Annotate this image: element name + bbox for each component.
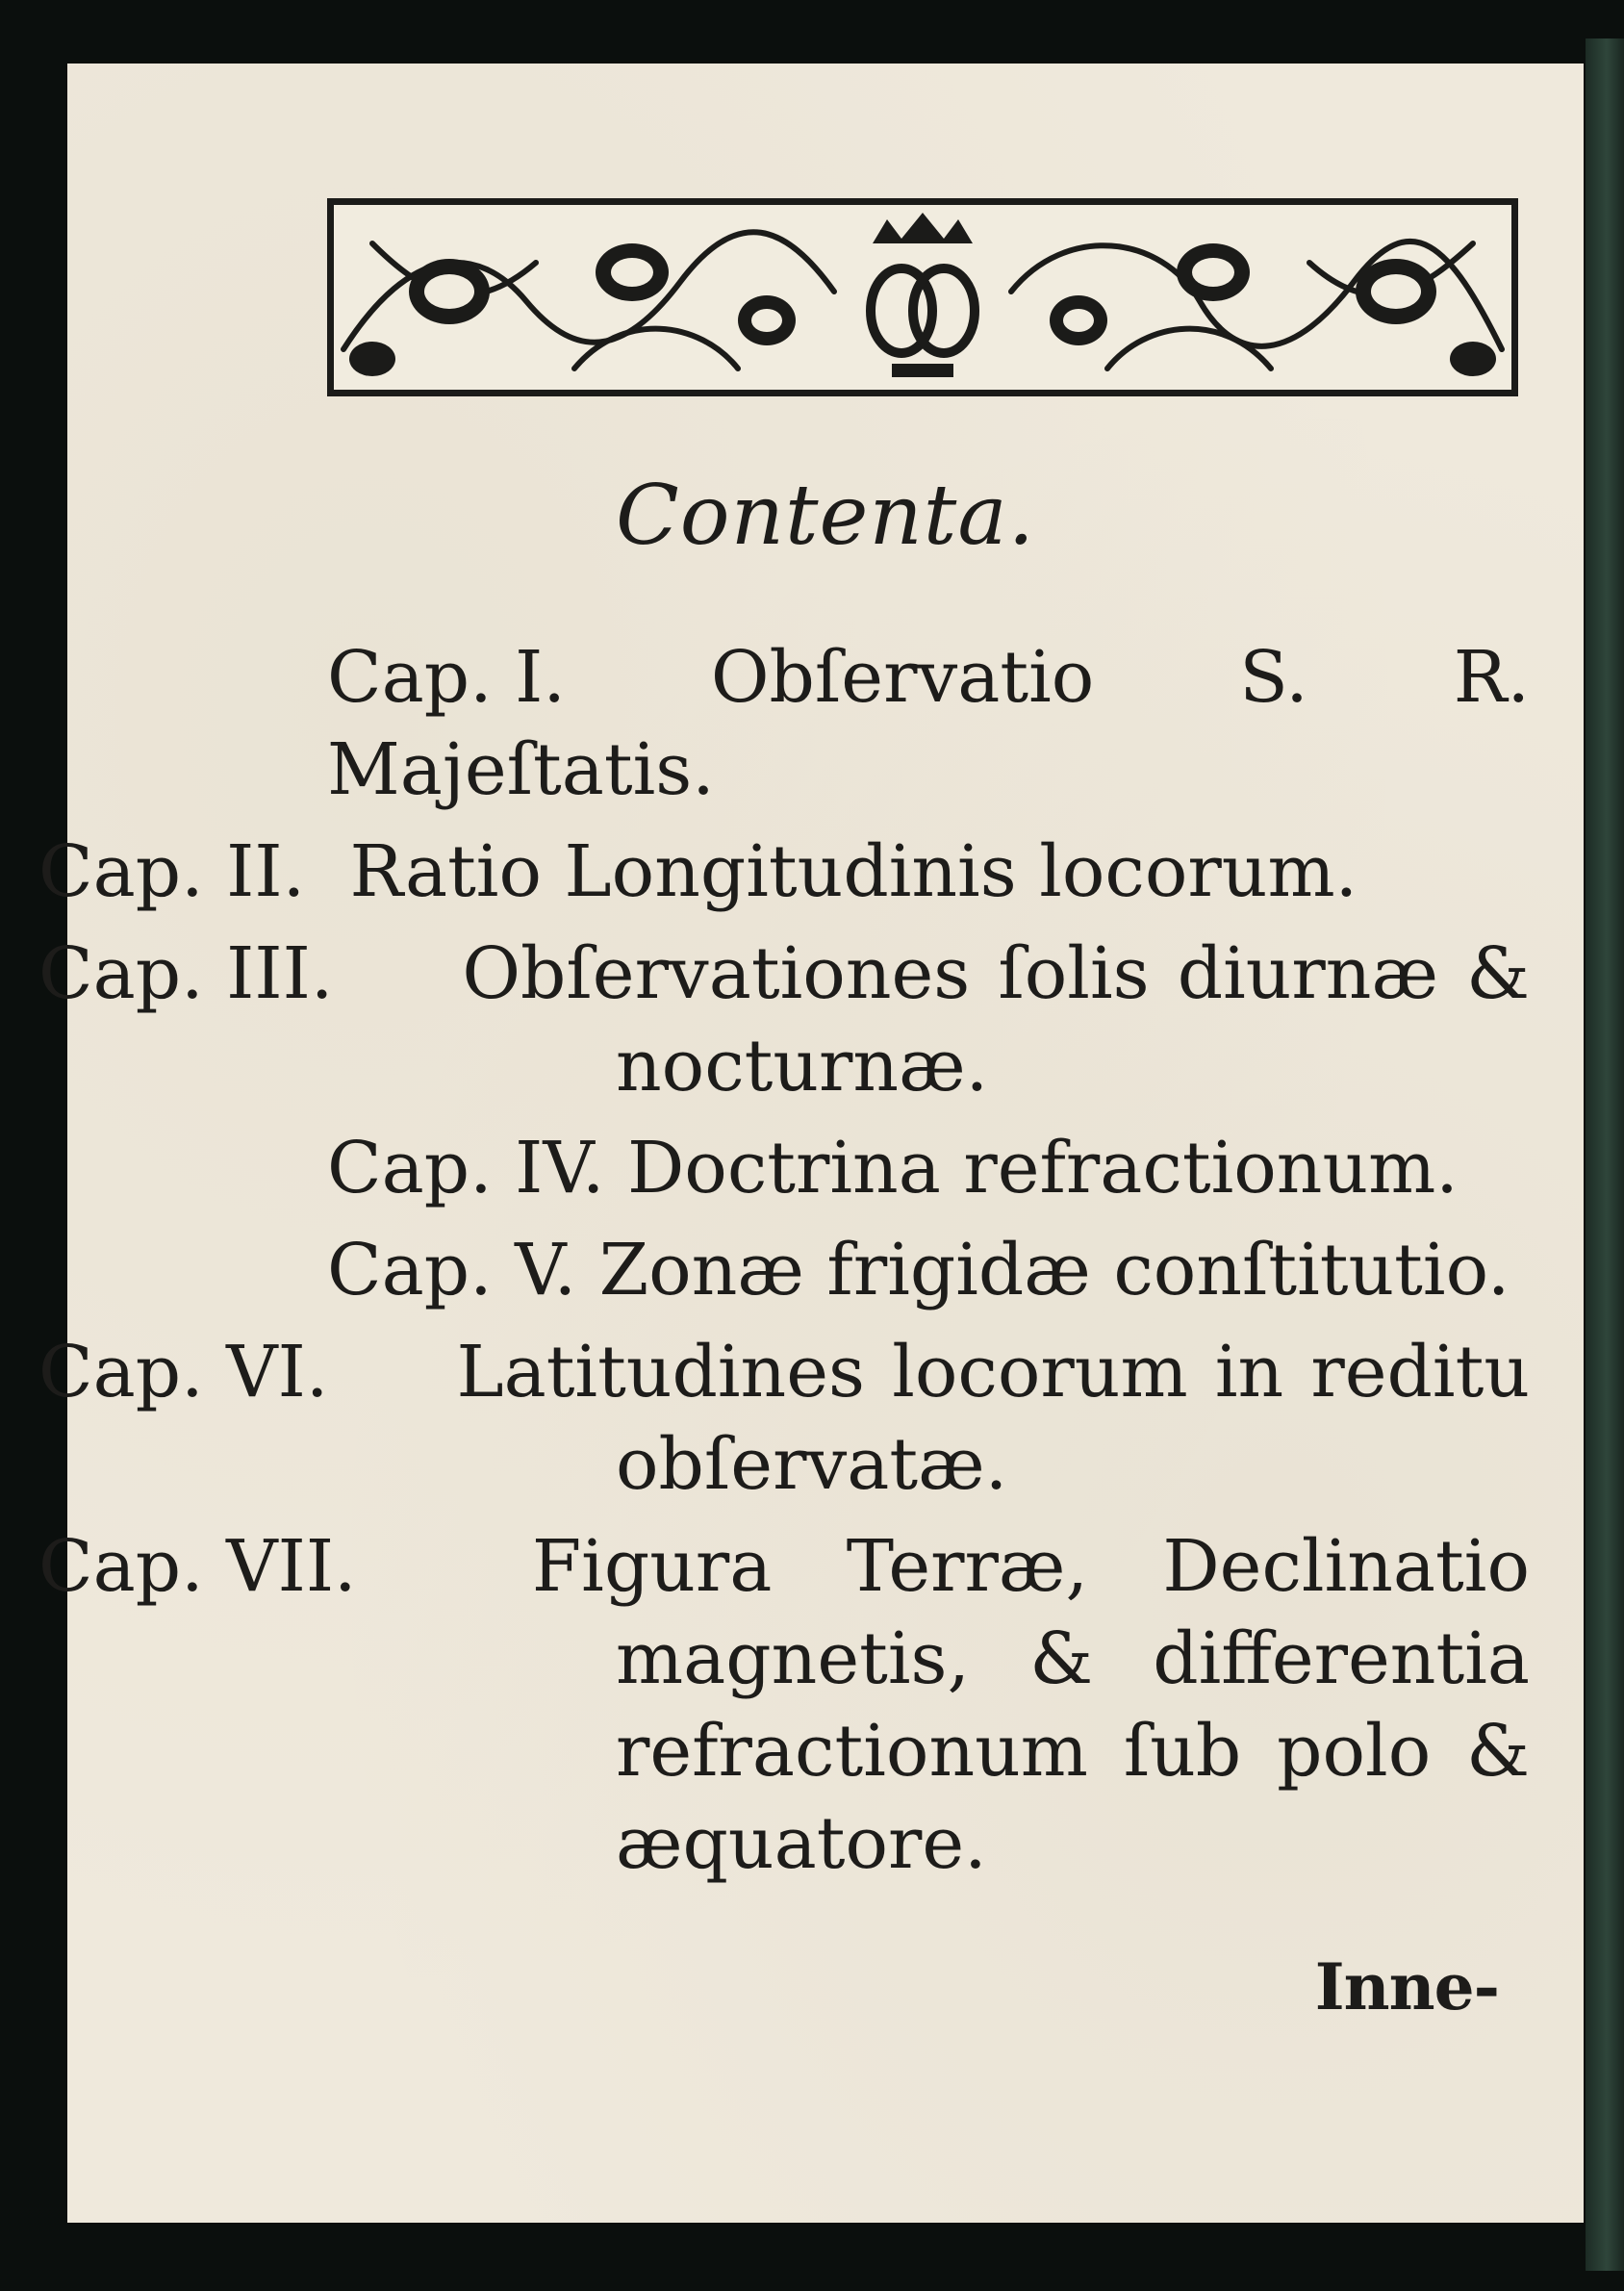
chapter-title: Obſervatio S. R. Majeſtatis.: [327, 636, 1530, 811]
ornamental-headpiece: [327, 198, 1518, 396]
toc-entry-line: [38, 1520, 1530, 1890]
toc-entry: [38, 826, 1530, 918]
toc-entry-line: [38, 928, 1530, 1112]
chapter-title: Obſervationes ſolis diurnæ & nocturnæ.: [462, 932, 1530, 1107]
toc-entry: [38, 1520, 1530, 1890]
table-of-contents: [38, 631, 1530, 1899]
toc-entry-line: Cap. II. Ratio Longitudinis locorum.: [38, 830, 1358, 913]
toc-entry: [38, 928, 1530, 1112]
toc-entry-line: [327, 1224, 1530, 1316]
chapter-number: Cap. V.: [327, 1229, 577, 1311]
chapter-title: Zonæ frigidæ conſtitutio.: [598, 1229, 1510, 1311]
toc-entry-line: [327, 631, 1530, 816]
chapter-title: Ratio Longitudinis locorum.: [349, 830, 1358, 913]
chapter-number: Cap. VI.: [38, 1331, 329, 1413]
chapter-number: Cap. I.: [327, 636, 566, 719]
chapter-title: Figura Terræ, Declinatio magnetis, & differentia refractionum ſub polo & æquatore.: [531, 1525, 1530, 1885]
chapter-number: Cap. III.: [38, 932, 334, 1015]
toc-entry: [327, 1122, 1530, 1214]
book-page: [38, 64, 1584, 2223]
toc-entry-line: [327, 1122, 1530, 1214]
toc-entry: [327, 1224, 1530, 1316]
toc-entry: [38, 1326, 1530, 1511]
chapter-title: Latitudines locorum in reditu obſervatæ.: [456, 1331, 1530, 1506]
toc-entry-line: [38, 1326, 1530, 1511]
page-title: Contenta.: [616, 468, 1035, 564]
chapter-number: Cap. VII.: [38, 1525, 357, 1608]
catchword: Inne-: [1314, 1949, 1499, 2024]
toc-entry: [327, 631, 1530, 816]
book-cover-edge: [1586, 38, 1624, 2271]
chapter-title: Doctrina refractionum.: [626, 1127, 1459, 1209]
chapter-number: Cap. IV.: [327, 1127, 605, 1209]
floral-ornament-icon: [334, 205, 1511, 390]
